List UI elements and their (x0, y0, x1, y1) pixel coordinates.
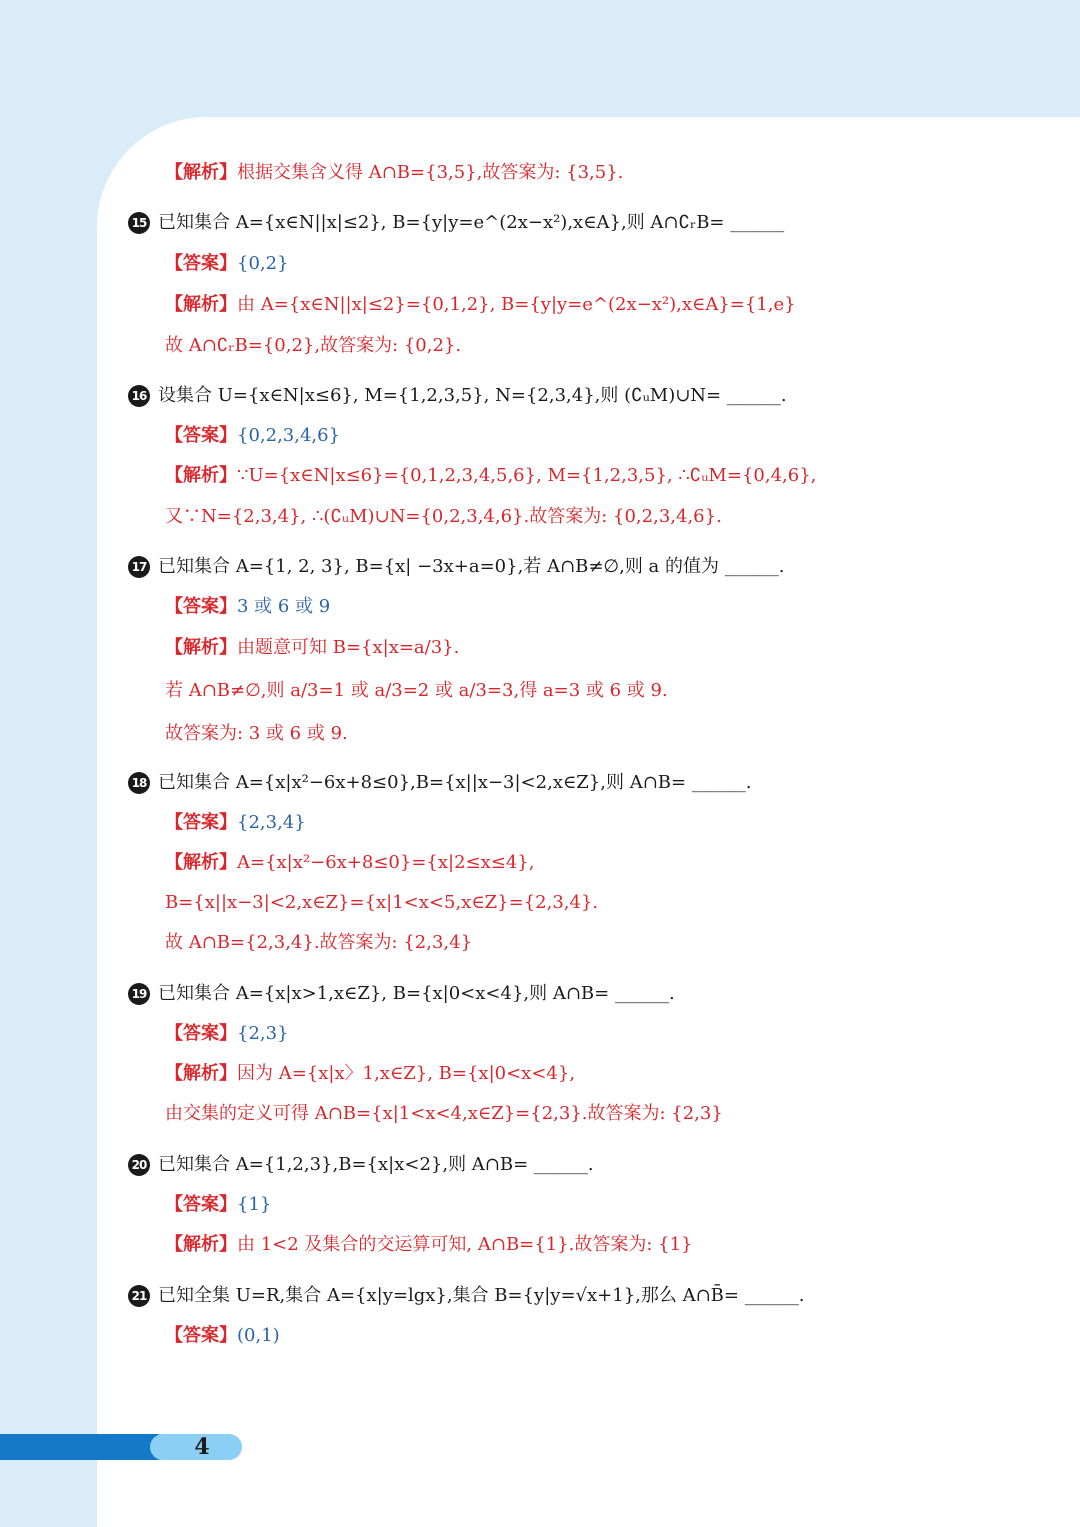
answer-line (165, 594, 330, 620)
explanation-text: 由 A={x∈N||x|≤2}={0,1,2}, B={y|y=e^(2x−x²),x∈A}={1,e} (237, 294, 796, 315)
question-number-badge: 16 (128, 385, 150, 407)
explanation-line (165, 1232, 692, 1258)
answer-line (165, 423, 340, 449)
explanation-tag: 【解析】 (165, 162, 237, 183)
answer-line (165, 810, 306, 836)
explanation-text: ∵U={x∈N|x≤6}={0,1,2,3,4,5,6}, M={1,2,3,5}, ∴∁ᵤM={0,4,6}, (237, 465, 817, 486)
question-20 (128, 1152, 594, 1178)
question-number-badge: 19 (128, 983, 150, 1005)
answer-line (165, 1021, 289, 1047)
question-text: 已知集合 A={x|x²−6x+8≤0},B={x||x−3|<2,x∈Z},则 A∩B= ______. (158, 772, 752, 793)
explanation-tag: 【解析】 (165, 294, 237, 315)
explanation-tag: 【解析】 (165, 852, 237, 873)
question-15 (128, 210, 784, 236)
answer-value: (0,1) (237, 1325, 280, 1346)
answer-line (165, 1192, 271, 1218)
answer-tag: 【答案】 (165, 1325, 237, 1346)
question-text: 设集合 U={x∈N|x≤6}, M={1,2,3,5}, N={2,3,4},则 (∁ᵤM)∪N= ______. (158, 385, 787, 406)
explanation-continuation: 故 A∩B={2,3,4}.故答案为: {2,3,4} (165, 932, 473, 953)
explanation-continuation: 故答案为: 3 或 6 或 9. (165, 723, 348, 744)
answer-tag: 【答案】 (165, 1194, 237, 1215)
explanation-text: A={x|x²−6x+8≤0}={x|2≤x≤4}, (237, 852, 535, 873)
explanation-line (165, 1061, 575, 1087)
answer-tag: 【答案】 (165, 253, 237, 274)
answer-line (165, 251, 289, 277)
explanation-text: 由题意可知 B={x|x=a/3}. (237, 637, 460, 658)
explanation-tag: 【解析】 (165, 637, 237, 658)
explanation-tag: 【解析】 (165, 465, 237, 486)
explanation-line (165, 463, 816, 489)
question-text: 已知集合 A={x|x>1,x∈Z}, B={x|0<x<4},则 A∩B= ______. (158, 983, 675, 1004)
answer-value: {0,2,3,4,6} (237, 425, 341, 446)
question-16 (128, 383, 787, 409)
explanation-continuation: 由交集的定义可得 A∩B={x|1<x<4,x∈Z}={2,3}.故答案为: {2,3} (165, 1103, 723, 1124)
answer-value: 3 或 6 或 9 (237, 596, 331, 617)
question-17 (128, 554, 784, 580)
answer-line (165, 1323, 280, 1349)
explanation-continuation: 若 A∩B≠∅,则 a/3=1 或 a/3=2 或 a/3=3,得 a=3 或 6 或 9. (165, 680, 668, 701)
explanation-text: 因为 A={x|x〉1,x∈Z}, B={x|0<x<4}, (237, 1063, 576, 1084)
question-number-badge: 21 (128, 1285, 150, 1307)
answer-tag: 【答案】 (165, 1023, 237, 1044)
explanation-continuation: 故 A∩∁ᵣB={0,2},故答案为: {0,2}. (165, 335, 462, 356)
answer-value: {2,3,4} (237, 812, 306, 833)
explanation-text: 根据交集含义得 A∩B={3,5},故答案为: {3,5}. (237, 162, 624, 183)
question-text: 已知集合 A={1,2,3},B={x|x<2},则 A∩B= ______. (158, 1154, 594, 1175)
answer-value: {2,3} (237, 1023, 289, 1044)
explanation-line (165, 635, 459, 661)
question-text: 已知集合 A={1, 2, 3}, B={x| −3x+a=0},若 A∩B≠∅,则 a 的值为 ______. (158, 556, 785, 577)
question-text: 已知集合 A={x∈N||x|≤2}, B={y|y=e^(2x−x²),x∈A},则 A∩∁ᵣB= ______ (158, 212, 785, 233)
question-number-badge: 20 (128, 1154, 150, 1176)
explanation-tag: 【解析】 (165, 1234, 237, 1255)
page-number: 4 (194, 1434, 210, 1460)
answer-tag: 【答案】 (165, 425, 237, 446)
explanation-line (165, 850, 534, 876)
question-19 (128, 981, 675, 1007)
question-number-badge: 15 (128, 212, 150, 234)
answer-tag: 【答案】 (165, 596, 237, 617)
explanation-line (165, 292, 796, 318)
explanation-continuation: 又∵N={2,3,4}, ∴(∁ᵤM)∪N={0,2,3,4,6}.故答案为: {0,2,3,4,6}. (165, 506, 722, 527)
answer-value: {1} (237, 1194, 272, 1215)
question-18 (128, 770, 752, 796)
explanation-continuation: B={x||x−3|<2,x∈Z}={x|1<x<5,x∈Z}={2,3,4}. (165, 892, 599, 913)
question-text: 已知全集 U=R,集合 A={x|y=lgx},集合 B={y|y=√x+1},那么 A∩B̄= ______. (158, 1285, 805, 1306)
question-number-badge: 17 (128, 556, 150, 578)
question-number-badge: 18 (128, 772, 150, 794)
answer-tag: 【答案】 (165, 812, 237, 833)
explanation-text: 由 1<2 及集合的交运算可知, A∩B={1}.故答案为: {1} (237, 1234, 693, 1255)
answer-value: {0,2} (237, 253, 289, 274)
question-21 (128, 1283, 804, 1309)
footer-bar (0, 1434, 170, 1460)
explanation-line (165, 160, 623, 186)
explanation-tag: 【解析】 (165, 1063, 237, 1084)
